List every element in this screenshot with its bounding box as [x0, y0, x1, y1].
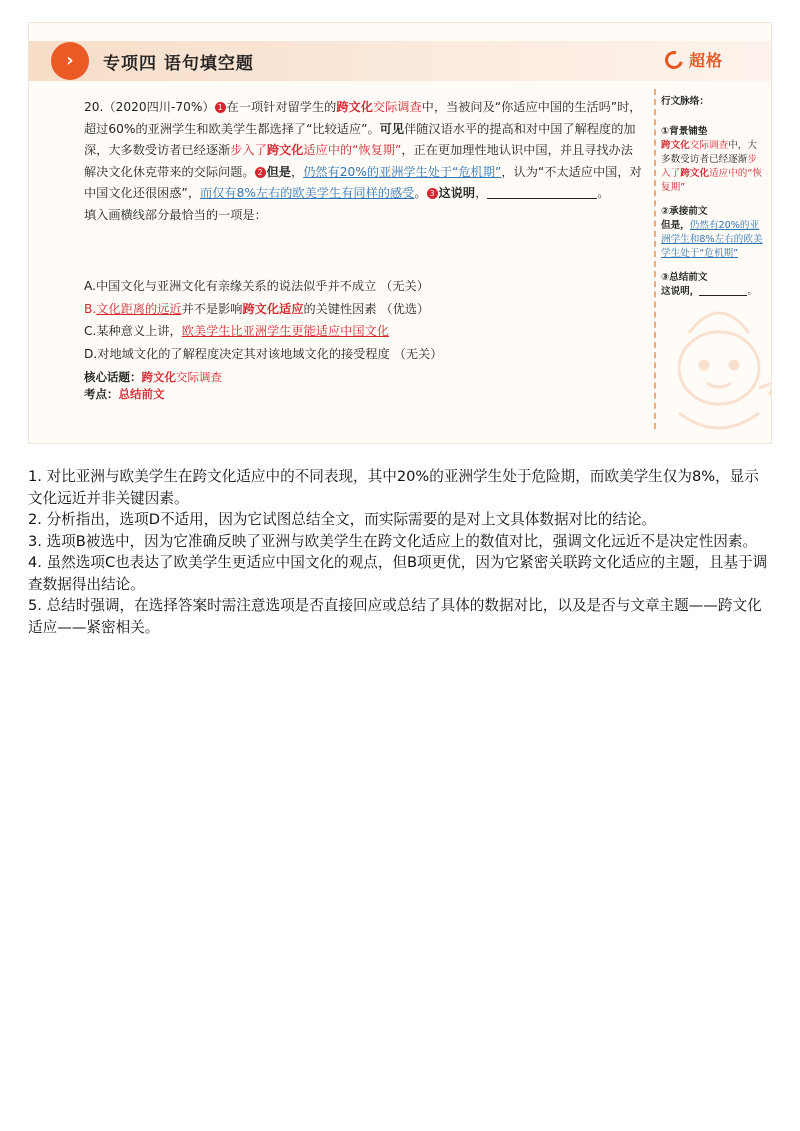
marker-3: 3	[427, 188, 438, 199]
outline-title: 行文脉络：	[661, 96, 709, 107]
analysis-item-5: 5. 总结时强调，在选择答案时需注意选项是否直接回应或总结了具体的数据对比，以及是否与文章主题——跨文化适应——紧密相关。	[28, 597, 762, 636]
underline-western: 而仅有8%左右的欧美学生有同样的感受	[200, 186, 415, 200]
analysis-item-1: 1. 对比亚洲与欧美学生在跨文化适应中的不同表现，其中20%的亚洲学生处于危险期，而欧美学生仅为8%，显示文化远近并非关键因素。	[28, 468, 759, 507]
brand-logo-icon	[662, 47, 687, 72]
analysis-item-3: 3. 选项B被选中，因为它准确反映了亚洲与欧美学生在跨文化适应上的数值对比，强调文化远近不是决定性因素。	[28, 532, 758, 550]
question-text: 20.（2020四川-70%） 1 在一项针对留学生的跨文化交际调查中，当被问及“你适应中国的生活吗”时，超过60%的亚洲学生和欧美学生都选择了“比较适应”。可见伴随汉语水平的提高和对中国了解程度的加深，大多数受访者已经逐渐步入了跨文化适应中的“恢复期”，正在更加理性地认识中国，并且寻找办法解决文化休克带来的交际问题。 2 但是，仍然有20%的亚洲学生处于“危机期”，认为“不太适应中国，对中国文化还很困惑”，而仅有8%左右的欧美学生有同样的感受。 3 这说明， 。 填入画横线部分最恰当的一项是：	[84, 97, 644, 226]
chevron-right-icon: ›	[51, 42, 89, 80]
lesson-slide	[28, 22, 772, 444]
answer-blank	[487, 186, 597, 199]
keyword-kejian: 可见	[379, 121, 405, 136]
option-b: B.文化距离的远近并不是影响跨文化适应的关键性因素 （优选）	[84, 301, 430, 316]
brand	[665, 48, 723, 71]
outline-step-2-text: 但是，仍然有20%的亚洲学生和8%左右的欧美学生处于“危机期”	[661, 220, 763, 259]
outline-step-1: ①背景铺垫	[661, 126, 708, 137]
analysis-item-2: 2. 分析指出，选项D不适用，因为它试图总结全文，而实际需要的是对上文具体数据对比的结论。	[28, 511, 657, 528]
marker-1: 1	[215, 102, 226, 113]
answer-options	[84, 275, 644, 365]
option-a: A.中国文化与亚洲文化有亲缘关系的说法似乎并不成立 （无关）	[84, 279, 429, 293]
question-prompt: 填入画横线部分最恰当的一项是：	[84, 207, 267, 222]
outline-step-1-text: 跨文化交际调查中，大多数受访者已经逐渐步入了跨文化适应中的“恢复期”	[661, 140, 762, 193]
topic-meta	[84, 369, 222, 403]
outline-step-2: ②承接前文	[661, 206, 708, 217]
marker-2: 2	[255, 167, 266, 178]
keyword-danshi: 但是	[266, 164, 291, 179]
brand-name: 超格	[688, 51, 723, 70]
test-point: 考点：总结前文	[84, 387, 165, 401]
option-c: C.某种意义上讲，欧美学生比亚洲学生更能适应中国文化	[84, 324, 389, 338]
outline-step-3: ③总结前文	[661, 272, 708, 283]
keyword-zheshuoming: 这说明	[438, 186, 476, 200]
slide-header	[29, 41, 772, 81]
question-number: 20.（2020四川-70%）	[84, 100, 215, 114]
keyword: 跨文化	[336, 100, 373, 114]
core-topic: 核心话题：跨文化交际调查	[84, 370, 222, 384]
analysis-item-4: 4. 虽然选项C也表达了欧美学生更适应中国文化的观点，但B项更优，因为它紧密关联跨文化适应的主题，且基于调查数据得出结论。	[28, 554, 768, 593]
option-d: D.对地域文化的了解程度决定其对该地域文化的接受程度 （无关）	[84, 346, 443, 361]
outline-panel	[661, 95, 766, 299]
analysis-list	[28, 466, 772, 638]
dashed-divider	[654, 89, 656, 429]
mascot-watermark-icon	[659, 293, 772, 443]
outline-step-3-text: 这说明， 。	[661, 286, 757, 297]
underline-asian: 仍然有20%的亚洲学生处于“危机期”	[303, 164, 502, 179]
slide-title: 专项四 语句填空题	[103, 54, 254, 74]
